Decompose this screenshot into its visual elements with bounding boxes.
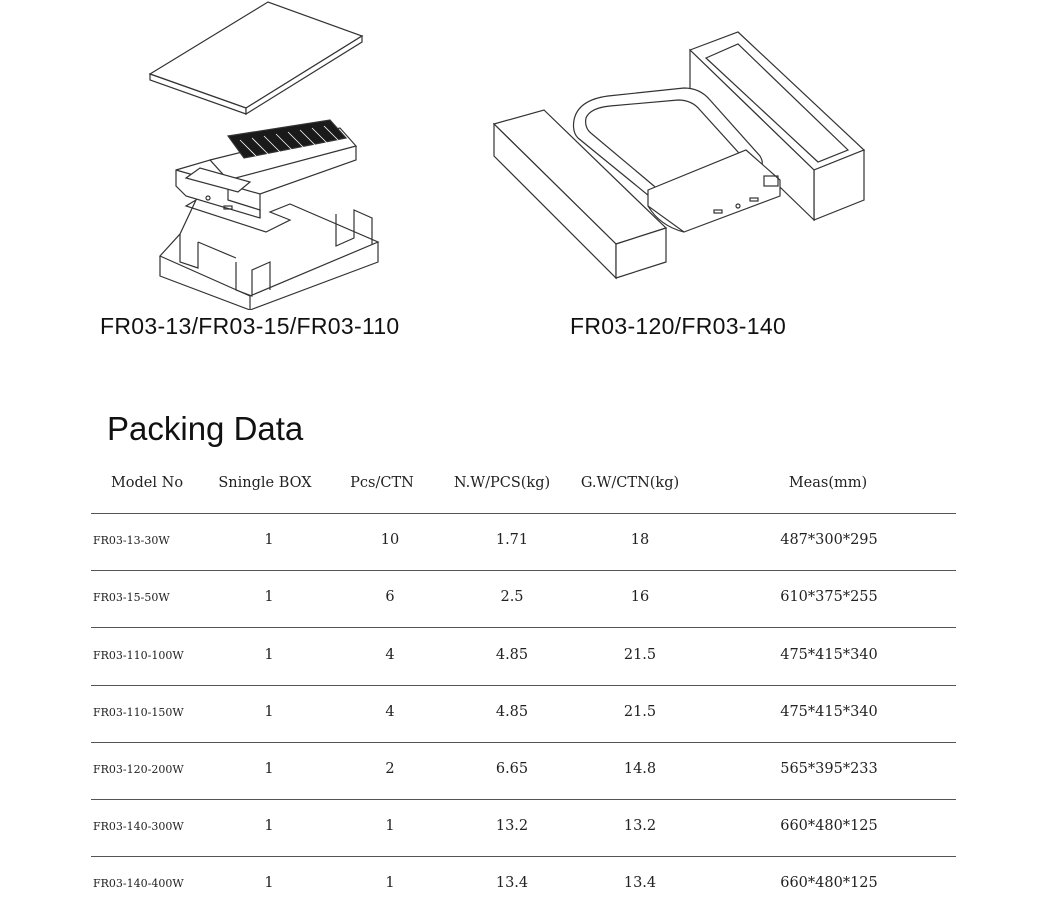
cell-gross-weight: 13.4	[623, 875, 657, 891]
header-single-box: Sningle BOX	[218, 475, 312, 491]
cell-single-box: 1	[264, 818, 274, 834]
cell-measurements: 475*415*340	[780, 704, 878, 720]
cell-net-weight: 13.4	[495, 875, 529, 891]
cover-sheet	[150, 2, 362, 114]
cell-net-weight: 13.2	[495, 818, 529, 834]
cell-single-box: 1	[264, 704, 274, 720]
caption-small-models: FR03-13/FR03-15/FR03-110	[100, 313, 400, 339]
cell-measurements: 565*395*233	[780, 761, 878, 777]
cell-measurements: 610*375*255	[780, 589, 878, 605]
cell-net-weight: 6.65	[495, 761, 529, 777]
cell-model: FR03-110-150W	[93, 706, 184, 719]
cell-net-weight: 4.85	[495, 647, 529, 663]
table-rule	[91, 627, 956, 628]
header-net-weight: N.W/PCS(kg)	[453, 475, 551, 491]
cell-net-weight: 4.85	[495, 704, 529, 720]
cell-model: FR03-110-100W	[93, 649, 184, 662]
cell-measurements: 660*480*125	[780, 875, 878, 891]
cell-single-box: 1	[264, 647, 274, 663]
cell-net-weight: 1.71	[495, 532, 529, 548]
section-title: Packing Data	[107, 410, 304, 447]
cell-single-box: 1	[264, 875, 274, 891]
cell-model: FR03-15-50W	[93, 591, 170, 604]
cell-net-weight: 2.5	[500, 589, 524, 605]
bottom-tray	[160, 200, 378, 310]
luminaire	[176, 120, 356, 218]
cell-pcs-ctn: 6	[385, 589, 395, 605]
header-measurements: Meas(mm)	[788, 475, 868, 491]
cell-single-box: 1	[264, 532, 274, 548]
cell-model: FR03-140-300W	[93, 820, 184, 833]
cell-gross-weight: 14.8	[623, 761, 657, 777]
cell-model: FR03-13-30W	[93, 534, 170, 547]
cell-gross-weight: 21.5	[623, 704, 657, 720]
packing-illustration-small	[140, 0, 400, 310]
table-rule	[91, 570, 956, 571]
caption-large-models: FR03-120/FR03-140	[570, 313, 787, 339]
cell-model: FR03-140-400W	[93, 877, 184, 890]
cell-gross-weight: 18	[630, 532, 650, 548]
cell-single-box: 1	[264, 589, 274, 605]
header-gross-weight: G.W/CTN(kg)	[580, 475, 680, 491]
cell-measurements: 487*300*295	[780, 532, 878, 548]
cell-measurements: 475*415*340	[780, 647, 878, 663]
cell-pcs-ctn: 1	[385, 818, 395, 834]
cell-gross-weight: 13.2	[623, 818, 657, 834]
cell-pcs-ctn: 4	[385, 647, 395, 663]
table-rule	[91, 742, 956, 743]
cell-pcs-ctn: 4	[385, 704, 395, 720]
header-pcs-ctn: Pcs/CTN	[350, 475, 414, 491]
cell-gross-weight: 21.5	[623, 647, 657, 663]
cell-single-box: 1	[264, 761, 274, 777]
cell-gross-weight: 16	[630, 589, 650, 605]
cell-pcs-ctn: 1	[385, 875, 395, 891]
cell-pcs-ctn: 2	[385, 761, 395, 777]
table-rule	[91, 856, 956, 857]
table-rule	[91, 685, 956, 686]
header-model-no: Model No	[110, 475, 184, 491]
packing-illustration-large	[488, 30, 868, 290]
cell-measurements: 660*480*125	[780, 818, 878, 834]
cell-model: FR03-120-200W	[93, 763, 184, 776]
cell-pcs-ctn: 10	[380, 532, 400, 548]
table-rule	[91, 799, 956, 800]
table-rule	[91, 513, 956, 514]
